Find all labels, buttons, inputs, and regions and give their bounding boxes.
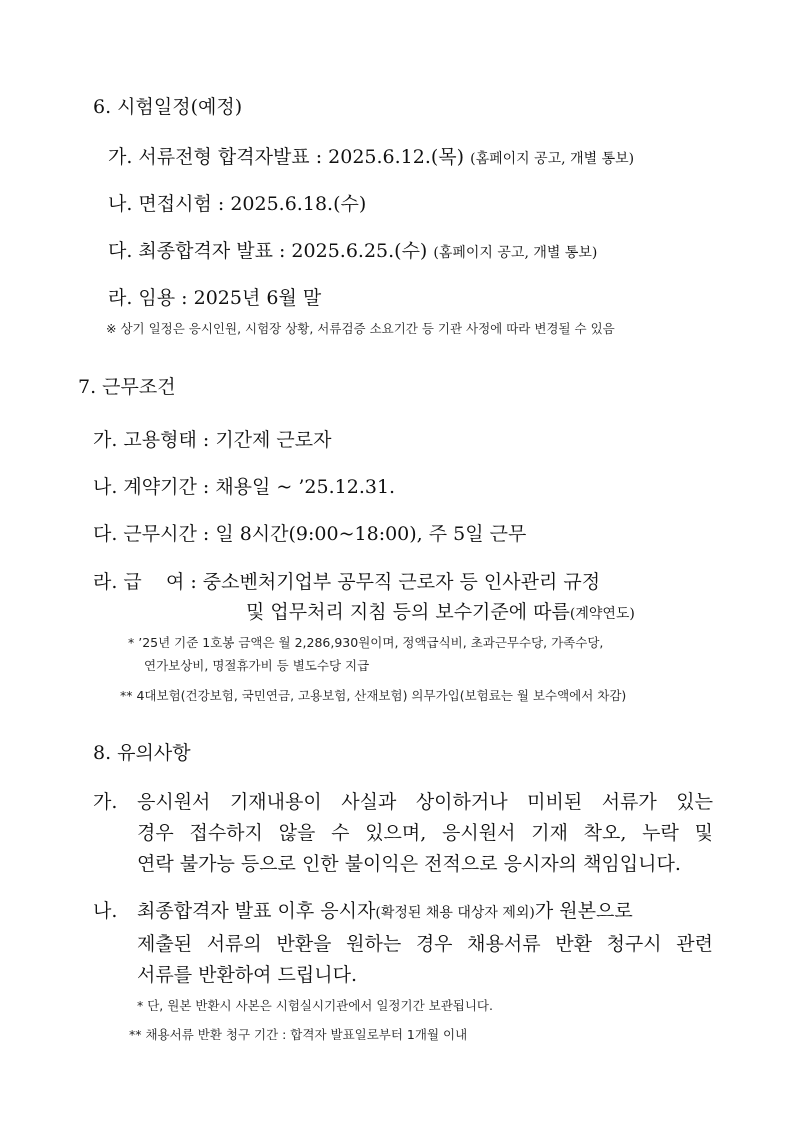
caution-item-label: 나. [93,900,118,922]
section-7-title: 7. 근무조건 [78,376,176,398]
caution-item-1 [93,787,713,880]
caution-item-line: 제출된 서류의 반환을 원하는 경우 채용서류 반환 청구시 관련 [137,933,713,955]
work-pay [93,567,635,629]
section-8-title: 8. 유의사항 [93,742,191,764]
caution-text: 가 원본으로 [534,900,633,922]
schedule-item-note: (홈페이지 공고, 개별 통보) [433,245,598,261]
caution-item-line: 서류를 반환하여 드립니다. [137,964,358,986]
schedule-item-document-result [108,142,634,169]
work-pay-note: (계약연도) [569,606,635,622]
schedule-item-text: 가. 서류전형 합격자발표 : 2025.6.12.(목) [108,146,471,168]
caution-note: (확정된 채용 대상자 제외) [375,905,535,921]
caution-item-line: 응시원서 기재내용이 사실과 상이하거나 미비된 서류가 있는 [137,791,713,813]
work-pay-line1 [93,567,635,597]
pay-note-2: ** 4대보험(건강보험, 국민연금, 고용보험, 산재보험) 의무가입(보험료는 월 보수액에서 차감) [120,688,627,703]
schedule-item-note: (홈페이지 공고, 개별 통보) [470,151,635,167]
schedule-note: ※ 상기 일정은 응시인원, 시험장 상황, 서류검증 소요기간 등 기관 사정에 따라 변경될 수 있음 [106,321,615,336]
work-contract-period: 나. 계약기간 : 채용일 ~ ’25.12.31. [93,476,396,498]
caution-item-line: 경우 접수하지 않을 수 있으며, 응시원서 기재 착오, 누락 및 [137,822,713,844]
work-pay-line2 [93,597,635,629]
work-employment-type: 가. 고용형태 : 기간제 근로자 [93,429,332,451]
section-6-title: 6. 시험일정(예정) [93,96,243,118]
schedule-item-interview [108,189,366,216]
return-note-1: * 단, 원본 반환시 사본은 시험실시기관에서 일정기간 보관됩니다. [137,998,493,1013]
schedule-item-appointment [108,283,321,310]
caution-item-line [137,896,713,929]
caution-item-label: 가. [93,791,118,813]
return-note-2: ** 채용서류 반환 청구 기간 : 합격자 발표일로부터 1개월 이내 [129,1027,468,1042]
schedule-item-text: 다. 최종합격자 발표 : 2025.6.25.(수) [108,240,434,262]
work-pay-text: 및 업무처리 지침 등의 보수기준에 따름 [246,601,570,623]
work-pay-label: 라. 급 여 : [93,571,203,593]
schedule-item-text: 나. 면접시험 : 2025.6.18.(수) [108,193,367,215]
pay-note-1-line2: 연가보상비, 명절휴가비 등 별도수당 지급 [144,658,370,673]
caution-text: 최종합격자 발표 이후 응시자 [137,900,376,922]
schedule-item-text: 라. 임용 : 2025년 6월 말 [108,287,322,309]
pay-note-1-line1: * ’25년 기준 1호봉 금액은 월 2,286,930원이며, 정액급식비, 초과근무수당, 가족수당, [128,635,604,650]
work-hours: 다. 근무시간 : 일 8시간(9:00~18:00), 주 5일 근무 [93,523,527,545]
schedule-item-final-result [108,236,597,263]
work-pay-text: 중소벤처기업부 공무직 근로자 등 인사관리 규정 [202,571,601,593]
caution-item-2 [93,896,713,991]
caution-item-line: 연락 불가능 등으로 인한 불이익은 전적으로 응시자의 책임입니다. [137,853,681,875]
